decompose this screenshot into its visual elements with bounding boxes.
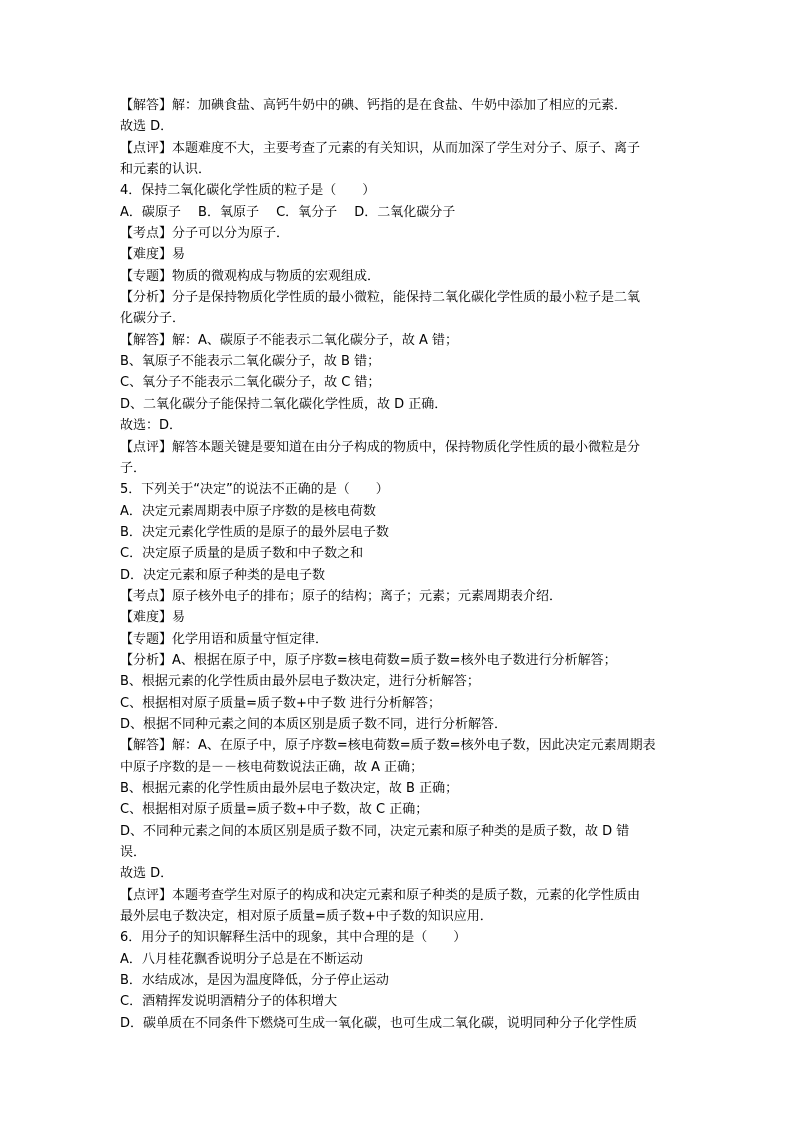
question-5-stem: 5．下列关于“决定”的说法不正确的是（ ） — [120, 482, 389, 498]
text-line: 【分析】A、根据在原子中，原子序数=核电荷数=质子数=核外电子数进行分析解答； — [120, 652, 617, 668]
text-line: 【解答】解：加碘食盐、高钙牛奶中的碘、钙指的是在食盐、牛奶中添加了相应的元素． — [120, 98, 628, 113]
text-line: 【点评】本题难度不大，主要考查了元素的有关知识，从而加深了学生对分子、原子、离子 — [120, 140, 641, 156]
text-line: B、根据元素的化学性质由最外层电子数决定，故 B 正确； — [120, 781, 459, 796]
question-4-options: A．碳原子 B．氧原子 C．氧分子 D．二氧化碳分子 — [120, 204, 456, 220]
text-line: 【专题】化学用语和质量守恒定律． — [120, 631, 329, 647]
text-line: 故选 D． — [120, 119, 174, 135]
text-line: 【难度】易 — [120, 247, 186, 263]
text-line: 最外层电子数决定，相对原子质量=质子数+中子数的知识应用． — [120, 909, 493, 925]
question-5-option-c: C．决定原子质量的是质子数和中子数之和 — [120, 546, 364, 562]
text-line: B、根据元素的化学性质由最外层电子数决定，进行分析解答； — [120, 674, 480, 690]
question-6-option-c: C．酒精挥发说明酒精分子的体积增大 — [120, 994, 338, 1010]
text-line: 故选：D． — [120, 418, 183, 434]
text-line: C、根据相对原子质量=质子数+中子数，故 C 正确； — [120, 802, 429, 818]
text-line: 【专题】物质的微观构成与物质的宏观组成． — [120, 268, 381, 284]
text-line: D、不同种元素之间的本质区别是质子数不同，决定元素和原子种类的是质子数，故 D 错 — [120, 823, 630, 839]
text-line: 误． — [120, 845, 147, 861]
text-line: D、根据不同种元素之间的本质区别是质子数不同，进行分析解答． — [120, 716, 508, 732]
text-line: C、氧分子不能表示二氧化碳分子，故 C 错； — [120, 375, 381, 391]
text-line: 【点评】解答本题关键是要知道在由分子构成的物质中，保持物质化学性质的最小微粒是分 — [120, 439, 641, 455]
text-line: D、二氧化碳分子能保持二氧化碳化学性质，故 D 正确． — [120, 396, 448, 412]
text-line: 中原子序数的是－－核电荷数说法正确，故 A 正确； — [120, 759, 424, 775]
text-line: 【考点】分子可以分为原子． — [120, 226, 290, 242]
question-6-stem: 6．用分子的知识解释生活中的现象，其中合理的是（ ） — [120, 930, 467, 946]
text-line: 【解答】解：A、碳原子不能表示二氧化碳分子，故 A 错； — [120, 332, 459, 348]
text-line: 化碳分子． — [120, 311, 186, 327]
question-5-option-b: B．决定元素化学性质的是原子的最外层电子数 — [120, 524, 389, 540]
text-line: C、根据相对原子质量=质子数+中子数 进行分析解答； — [120, 695, 441, 711]
text-line: 【分析】分子是保持物质化学性质的最小微粒，能保持二氧化碳化学性质的最小粒子是二氧 — [120, 290, 641, 306]
question-6-option-d: D．碳单质在不同条件下燃烧可生成一氧化碳，也可生成二氧化碳，说明同种分子化学性质 — [120, 1015, 638, 1031]
text-line: 【点评】本题考查学生对原子的构成和决定元素和原子种类的是质子数，元素的化学性质由 — [120, 887, 641, 903]
question-6-option-a: A．八月桂花飘香说明分子总是在不断运动 — [120, 951, 363, 967]
question-5-option-d: D．决定元素和原子种类的是电子数 — [120, 567, 326, 583]
question-4-stem: 4．保持二氧化碳化学性质的粒子是（ ） — [120, 183, 376, 199]
question-5-option-a: A．决定元素周期表中原子序数的是核电荷数 — [120, 503, 376, 519]
question-6-option-b: B．水结成冰，是因为温度降低，分子停止运动 — [120, 973, 389, 989]
text-line: 【考点】原子核外电子的排布；原子的结构；离子；元素；元素周期表介绍． — [120, 588, 563, 604]
text-line: 故选 D． — [120, 866, 174, 882]
text-line: 和元素的认识． — [120, 162, 212, 178]
text-line: 子． — [120, 460, 147, 476]
text-line: 【解答】解：A、在原子中，原子序数=核电荷数=质子数=核外电子数，因此决定元素周期表 — [120, 738, 656, 754]
text-line: 【难度】易 — [120, 610, 186, 626]
text-line: B、氧原子不能表示二氧化碳分子，故 B 错； — [120, 354, 381, 370]
document-page — [120, 95, 680, 1034]
